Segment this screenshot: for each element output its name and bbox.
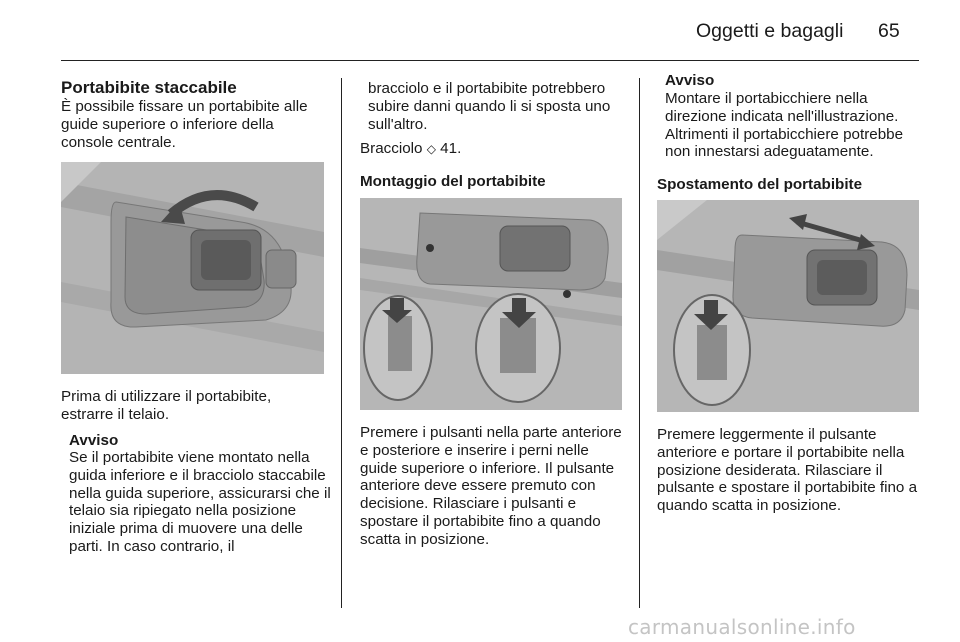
cross-reference-page: 41.	[440, 140, 462, 157]
note-body: Se il portabibite viene montato nella guida inferiore e il bracciolo staccabile nella guida superiore, assicurarsi che il telaio sia ripiegato nella posizione iniziale prima di muovere una delle parti. In caso contrario, il	[69, 449, 331, 555]
subheading-mounting: Montaggio del portabibite	[360, 173, 546, 190]
reference-arrow-icon: ◇	[426, 142, 436, 156]
continuation-paragraph: bracciolo e il portabibite potrebbero subire danni quando li si sposta uno sull'altro.	[368, 80, 611, 133]
intro-paragraph: È possibile fissare un portabibite alle guide superiore o inferiore della console centrale.	[61, 98, 308, 151]
prep-paragraph: Prima di utilizzare il portabibite, estrarre il telaio.	[61, 388, 272, 423]
watermark: carmanualsonline.info	[628, 615, 856, 639]
note-body-2: Montare il portabicchiere nella direzione indicata nell'illustrazione. Altrimenti il portabicchiere potrebbe non innestarsi adeguatamente.	[665, 90, 904, 161]
section-heading: Portabibite staccabile	[61, 78, 237, 97]
header-divider	[61, 60, 919, 61]
cross-reference-link[interactable]	[360, 140, 461, 159]
column-divider-2	[639, 78, 640, 608]
illustration-cupholder-mounting	[360, 198, 622, 410]
illustration-cupholder-folding	[61, 162, 324, 374]
illustration-cupholder-moving	[657, 200, 919, 412]
note-title-2: Avviso	[665, 72, 715, 89]
mounting-paragraph: Premere i pulsanti nella parte anteriore e posteriore e inserire i perni nelle guide superiore o inferiore. Il pulsante anteriore deve essere premuto con decisione. Rilasciare i pulsanti e spostare il portabibite fino a quando scatta in posizione.	[360, 424, 622, 548]
column-divider-1	[341, 78, 342, 608]
page-number: 65	[878, 20, 900, 42]
subheading-moving: Spostamento del portabibite	[657, 176, 863, 193]
cross-reference-label: Bracciolo	[360, 140, 423, 157]
moving-paragraph: Premere leggermente il pulsante anteriore e portare il portabibite nella posizione desiderata. Rilasciare il pulsante e spostare il portabibite fino a quando scatta in posizione.	[657, 426, 918, 515]
note-title: Avviso	[69, 432, 119, 449]
page-header-title: Oggetti e bagagli	[696, 20, 844, 42]
